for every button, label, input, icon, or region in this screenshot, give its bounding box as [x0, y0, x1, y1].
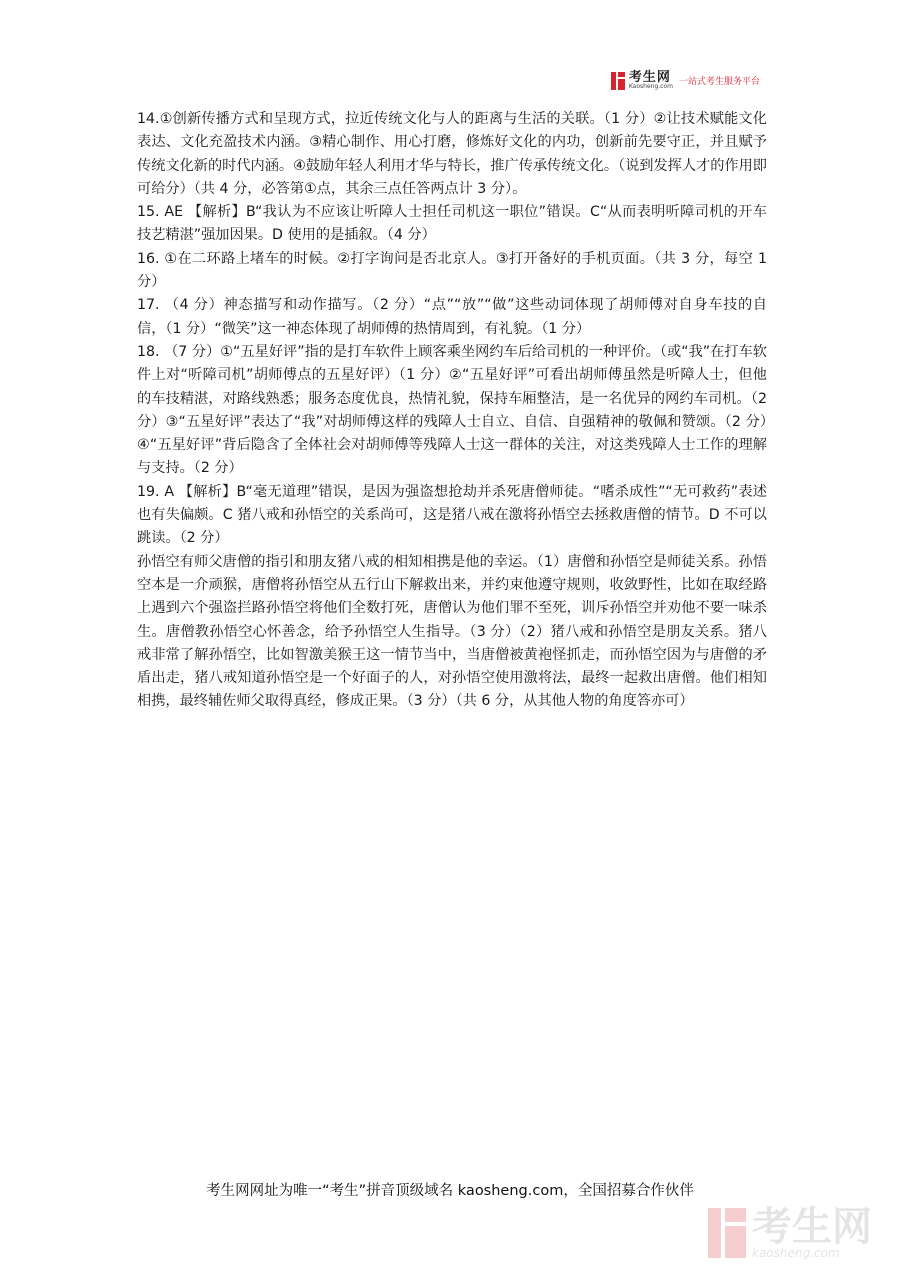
watermark-domain: kaosheng.com [752, 1246, 840, 1260]
answer-19: 19. A 【解析】B“毫无道理”错误，是因为强盗想抢劫并杀死唐僧师徒。“嗜杀成性”“无可救药”表述也有失偏颇。C 猪八戒和孙悟空的关系尚可，这是猪八戒在激将孙悟空去拯救唐僧的情节。D 不可以跳读。（2 分） [137, 483, 767, 547]
answer-17: 17. （4 分）神态描写和动作描写。（2 分）“点”“放”“做”这些动词体现了胡师傅对自身车技的自信，（1 分）“微笑”这一神态体现了胡师傅的热情周到，有礼貌。（1 分） [137, 297, 767, 337]
logo-slogan: 一站式考生服务平台 [678, 77, 760, 87]
logo-name: 考生网 [628, 70, 671, 85]
header-brand [611, 71, 760, 90]
watermark [708, 1204, 872, 1260]
kaosheng-logo-icon [611, 72, 625, 90]
watermark-logo-icon [708, 1208, 746, 1258]
logo-domain: Kaosheng.com [628, 83, 673, 90]
answer-content [137, 108, 767, 714]
answer-18: 18. （7 分）①“五星好评”指的是打车软件上顾客乘坐网约车后给司机的一种评价。（或“我”在打车软件上对“听障司机”胡师傅点的五星好评）（1 分）②“五星好评”可看出胡师傅虽然是听障人士，但他的车技精湛，对路线熟悉；服务态度优良，热情礼貌，保持车厢整洁，是一名优异的网约车司机。（2 分）③“五星好评”表达了“我”对胡师傅这样的残障人士自立、自信、自强精神的敬佩和赞颂。（2 分）④“五星好评”背后隐含了全体社会对胡师傅等残障人士这一群体的关注，对这类残障人士工作的理解与支持。（2 分） [137, 343, 767, 477]
answer-15: 15. AE 【解析】B“我认为不应该让听障人士担任司机这一职位”错误。C“从而表明听障司机的开车技艺精湛”强加因果。D 使用的是插叙。（4 分） [137, 204, 767, 244]
watermark-name: 考生网 [752, 1204, 872, 1250]
logo-text [629, 71, 673, 90]
watermark-text [752, 1204, 872, 1260]
answer-14: 14.①创新传播方式和呈现方式，拉近传统文化与人的距离与生活的关联。（1 分）②让技术赋能文化表达、文化充盈技术内涵。③精心制作、用心打磨，修炼好文化的内功，创新前先要守正，并且赋予传统文化新的时代内涵。④鼓励年轻人利用才华与特长，推广传承传统文化。（说到发挥人才的作用即可给分）（共 4 分，必答第①点，其余三点任答两点计 3 分）。 [137, 111, 767, 197]
page-footer: 考生网网址为唯一“考生”拼音顶级域名 kaosheng.com，全国招募合作伙伴 [206, 1183, 694, 1199]
answer-essay: 孙悟空有师父唐僧的指引和朋友猪八戒的相知相携是他的幸运。（1）唐僧和孙悟空是师徒关系。孙悟空本是一介顽猴，唐僧将孙悟空从五行山下解救出来，并约束他遵守规则，收敛野性，比如在取经路上遇到六个强盗拦路孙悟空将他们全数打死，唐僧认为他们罪不至死，训斥孙悟空并劝他不要一味杀生。唐僧教孙悟空心怀善念，给予孙悟空人生指导。（3 分）（2）猪八戒和孙悟空是朋友关系。猪八戒非常了解孙悟空，比如智激美猴王这一情节当中，当唐僧被黄袍怪抓走，而孙悟空因为与唐僧的矛盾出走，猪八戒知道孙悟空是一个好面子的人，对孙悟空使用激将法，最终一起救出唐僧。他们相知相携，最终辅佐师父取得真经，修成正果。（3 分）（共 6 分，从其他人物的角度答亦可） [137, 553, 767, 710]
answer-16: 16. ①在二环路上堵车的时候。②打字询问是否北京人。③打开备好的手机页面。（共 3 分，每空 1 分） [137, 250, 767, 291]
